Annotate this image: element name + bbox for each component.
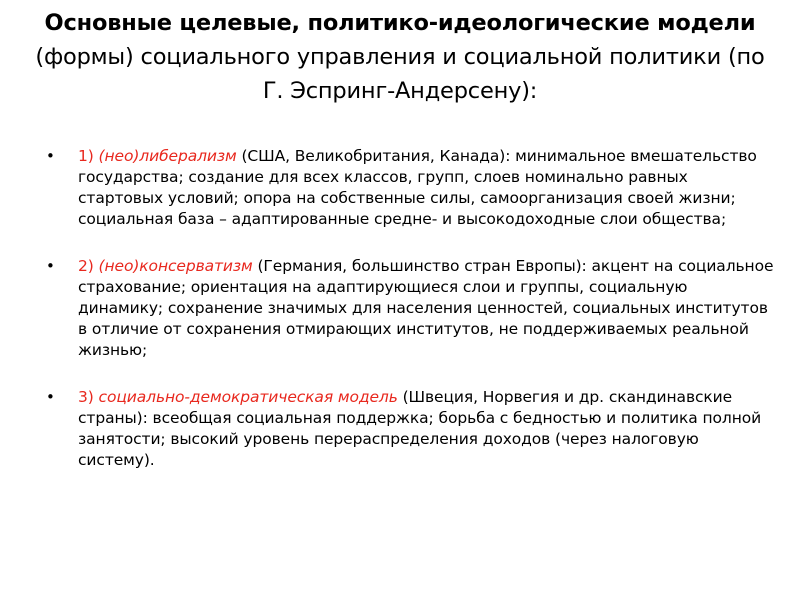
item-number: 3) <box>78 388 99 406</box>
bullet-icon: • <box>46 147 55 165</box>
item-heading <box>78 388 398 406</box>
models-list <box>44 146 774 471</box>
item-text: (Швеция, Норвегия и др. скандинавские страны): всеобщая социальная поддержка; борьба с бедностью и политика полной занятости; высокий уровень перераспределения доходов (через налоговую систему). <box>78 388 762 469</box>
item-term: (нео)консерватизм <box>98 257 253 275</box>
item-number: 1) <box>78 147 99 165</box>
bullet-icon: • <box>46 257 55 275</box>
item-heading <box>78 147 237 165</box>
item-term: социально-демократическая модель <box>98 388 398 406</box>
bullet-icon: • <box>46 388 55 406</box>
item-text: (США, Великобритания, Канада): минимальное вмешательство государства; создание для всех классов, групп, слоев номинально равных стартовых условий; опора на собственные силы, самоорганизация своей жизни; социальная база – адаптированные средне- и высокодоходные слои общества; <box>78 147 757 228</box>
item-text: (Германия, большинство стран Европы): акцент на социальное страхование; ориентация на адаптирующиеся слои и группы, социальную динамику; сохранение значимых для населения ценностей, социальных институтов в отличие от сохранения отмирающих институтов, не поддерживаемых реальной жизнью; <box>78 257 774 359</box>
list-item-liberalism <box>44 146 774 230</box>
list-item-conservatism <box>44 256 774 361</box>
item-heading <box>78 257 253 275</box>
item-number: 2) <box>78 257 99 275</box>
item-term: (нео)либерализм <box>98 147 237 165</box>
slide-title <box>30 6 770 108</box>
title-bold-part: Основные целевые, политико-идеологические модели <box>44 10 756 36</box>
list-item-social-democratic <box>44 387 774 471</box>
title-normal-part: (формы) социального управления и социальной политики (по Г. Эспринг-Андерсену): <box>35 44 765 104</box>
